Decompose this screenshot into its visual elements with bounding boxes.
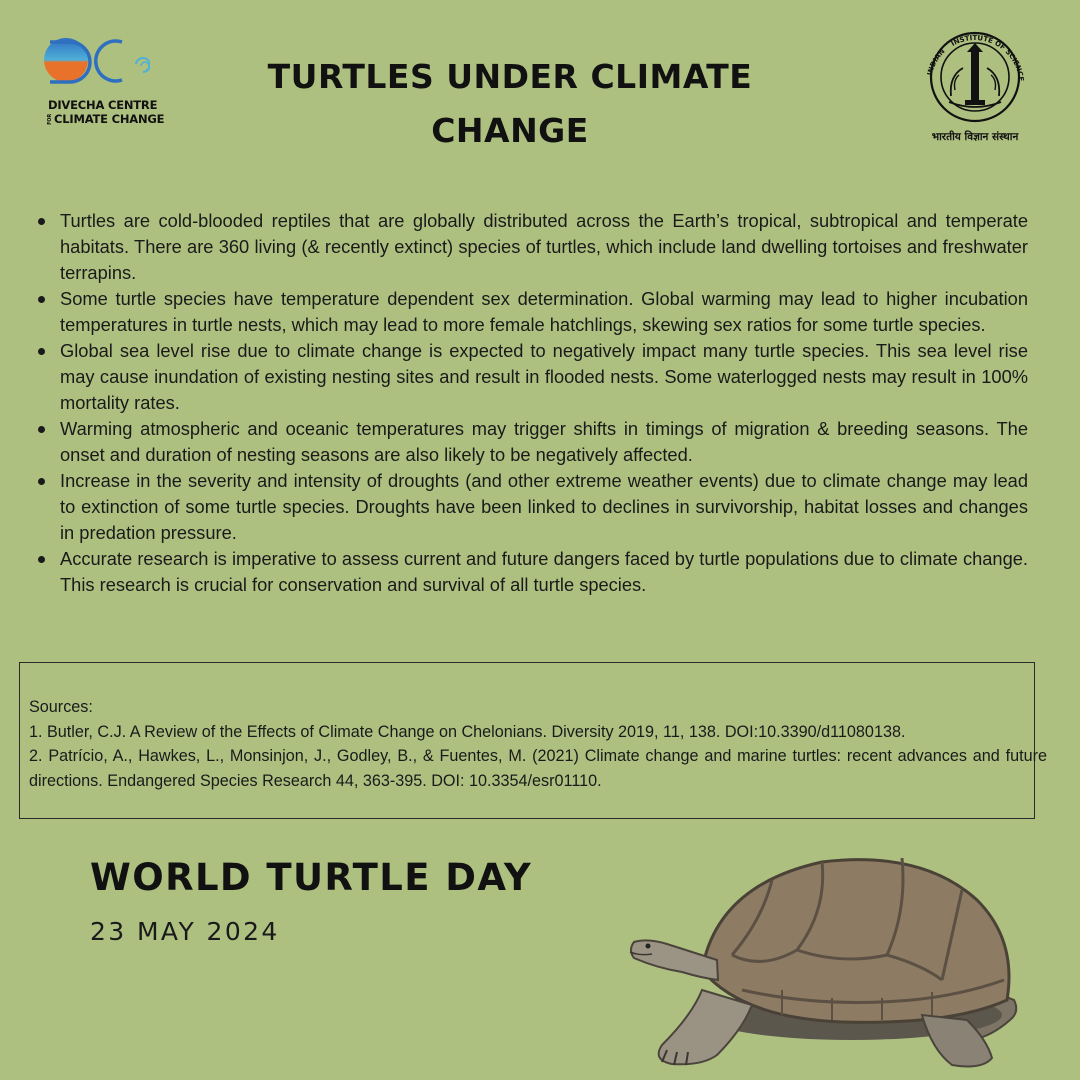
event-title: WORLD TURTLE DAY	[90, 856, 533, 899]
iisc-ring-left: INDIAN	[925, 47, 947, 77]
iisc-ring-right: SCIENCE	[1003, 47, 1025, 82]
divecha-centre-logo	[40, 30, 165, 130]
list-item: Global sea level rise due to climate change is expected to negatively impact many turtle species. This sea level rise may cause inundation of existing nesting sites and result in flooded nests. Some waterlogged nests may result in 100% mortality rates.	[60, 338, 1028, 416]
source-item: 1. Butler, C.J. A Review of the Effects of Climate Change on Chelonians. Diversity 2019, 11, 138. DOI:10.3390/d11080138.	[29, 722, 906, 741]
list-item: Accurate research is imperative to assess current and future dangers faced by turtle populations due to climate change. This research is crucial for conservation and survival of all turtle species.	[60, 546, 1028, 598]
sources-box	[19, 662, 1047, 819]
event-date: 23 MAY 2024	[90, 917, 280, 946]
iisc-emblem-icon	[915, 30, 1035, 130]
tortoise-illustration	[622, 840, 1032, 1075]
divecha-logo-icon	[40, 30, 150, 92]
page-title: TURTLES UNDER CLIMATE CHANGE	[267, 57, 753, 150]
iisc-hindi-name: भारतीय विज्ञान संस्थान	[931, 131, 1019, 143]
list-item: Turtles are cold-blooded reptiles that are globally distributed across the Earth’s tropical, subtropical and temperate habitats. There are 360 living (& recently extinct) species of turtles, which include land dwelling tortoises and freshwater terrapins.	[60, 208, 1028, 286]
iisc-ring-top: INSTITUTE OF	[949, 33, 1007, 52]
source-item: 2. Patrício, A., Hawkes, L., Monsinjon, J., Godley, B., & Fuentes, M. (2021) Climate change and marine turtles: recent advances and future directions. Endangered Species Research 44, 363-395. DOI: 10.3354/esr01110.	[29, 747, 1047, 790]
svg-text:INDIAN	[926, 47, 947, 76]
list-item: Increase in the severity and intensity of droughts (and other extreme weather events) due to climate change may lead to extinction of some turtle species. Droughts have been linked to declines in survivorship, habitat losses and changes in predation pressure.	[60, 468, 1028, 546]
list-item: Some turtle species have temperature dependent sex determination. Global warming may lead to higher incubation temperatures in turtle nests, which may lead to more female hatchlings, skewing sex ratios for some turtle species.	[60, 286, 1028, 338]
logo-for: FOR	[47, 114, 53, 125]
facts-list	[60, 208, 1028, 598]
list-item: Warming atmospheric and oceanic temperatures may trigger shifts in timings of migration & breeding seasons. The onset and duration of nesting seasons are also likely to be negatively affected.	[60, 416, 1028, 468]
logo-line1: DIVECHA CENTRE	[48, 98, 158, 112]
iisc-logo	[915, 30, 1035, 150]
sources-heading: Sources:	[29, 698, 93, 716]
logo-line2: CLIMATE CHANGE	[54, 112, 165, 126]
